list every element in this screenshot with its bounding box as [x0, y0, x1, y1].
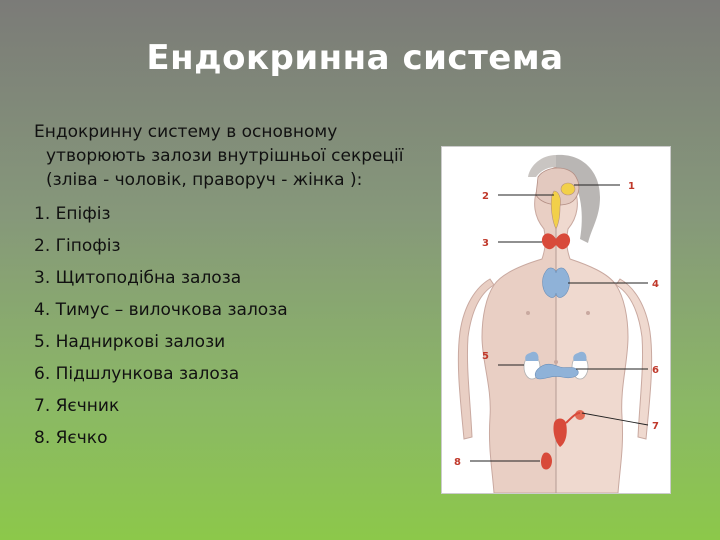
list-item-pancreas: 6. Підшлункова залоза: [34, 364, 240, 384]
label-7: 7: [652, 421, 659, 432]
list-item-testis: 8. Яєчко: [34, 428, 108, 448]
slide-body: [34, 120, 414, 454]
list-item-ovary: 7. Яєчник: [34, 396, 120, 416]
list-item-thymus: 4. Тимус – вилочкова залоза: [34, 300, 288, 320]
list-item-adrenal: 5. Надниркові залози: [34, 332, 226, 352]
label-3: 3: [482, 238, 489, 249]
slide-title: Ендокринна система: [146, 38, 564, 78]
label-4: 4: [652, 279, 659, 290]
label-8: 8: [454, 457, 461, 468]
endocrine-diagram: [441, 146, 671, 494]
intro-paragraph: Ендокринну систему в основному утворюють залози внутрішньої секреції (зліва - чоловік, праворуч - жінка ):: [34, 122, 404, 190]
body-left-half: [482, 167, 556, 493]
list-item-epiphysis: 1. Епіфіз: [34, 204, 111, 224]
label-1: 1: [628, 181, 635, 192]
list-item-thyroid: 3. Щитоподібна залоза: [34, 268, 242, 288]
label-2: 2: [482, 191, 489, 202]
list-item-pituitary: 2. Гіпофіз: [34, 236, 121, 256]
body-illustration: [442, 147, 670, 493]
thymus-gland: [543, 268, 570, 298]
label-6: 6: [652, 365, 659, 376]
label-5: 5: [482, 351, 489, 362]
pineal-gland: [561, 183, 575, 195]
